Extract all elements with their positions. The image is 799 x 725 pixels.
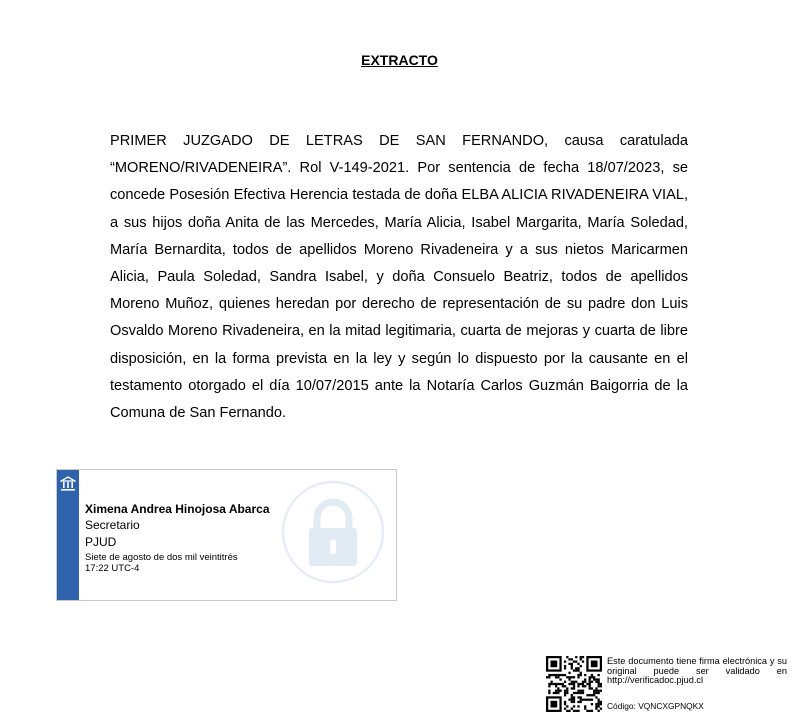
lock-icon (281, 480, 385, 584)
courthouse-icon (60, 476, 76, 492)
signer-role: Secretario (85, 518, 140, 532)
signature-time-text: 17:22 UTC-4 (85, 563, 140, 574)
document-body: PRIMER JUZGADO DE LETRAS DE SAN FERNANDO, causa caratulada “MORENO/RIVADENEIRA”. Rol V-149-2021. Por sentencia de fecha 18/07/2023, se concede Posesión Efectiva Herencia testada de doña ELBA ALICIA RIVADENEIRA VIAL, a sus hijos doña Anita de las Mercedes, María Alicia, Isabel Margarita, María Soledad, María Bernardita, todos de apellidos Moreno Rivadeneira y a sus nietos Maricarmen Alicia, Paula Soledad, Sandra Isabel, y doña Consuelo Beatriz, todos de apellidos Moreno Muñoz, quienes heredan por derecho de representación de su padre don Luis Osvaldo Moreno Rivadeneira, en la mitad legitimaria, cuarta de mejoras y cuarta de libre disposición, en la forma prevista en la ley y según lo dispuesto por la causante en el testamento otorgado el día 10/07/2015 ante la Notaría Carlos Guzmán Baigorria de la Comuna de San Fernando. (110, 133, 688, 422)
verification-text: Este documento tiene firma electrónica y su original puede ser validado en http://verificadoc.pjud.cl (607, 656, 787, 686)
verification-code: Código: VQNCXGPNQKX (607, 701, 704, 711)
signer-name: Ximena Andrea Hinojosa Abarca (85, 502, 270, 516)
document-title: EXTRACTO (361, 52, 438, 68)
signature-box (56, 469, 397, 601)
signature-bar (57, 470, 79, 600)
signer-organization: PJUD (85, 535, 117, 549)
qr-code (546, 656, 602, 712)
signature-date-text: Siete de agosto de dos mil veintitrés (85, 552, 238, 563)
signature-date (85, 552, 285, 574)
